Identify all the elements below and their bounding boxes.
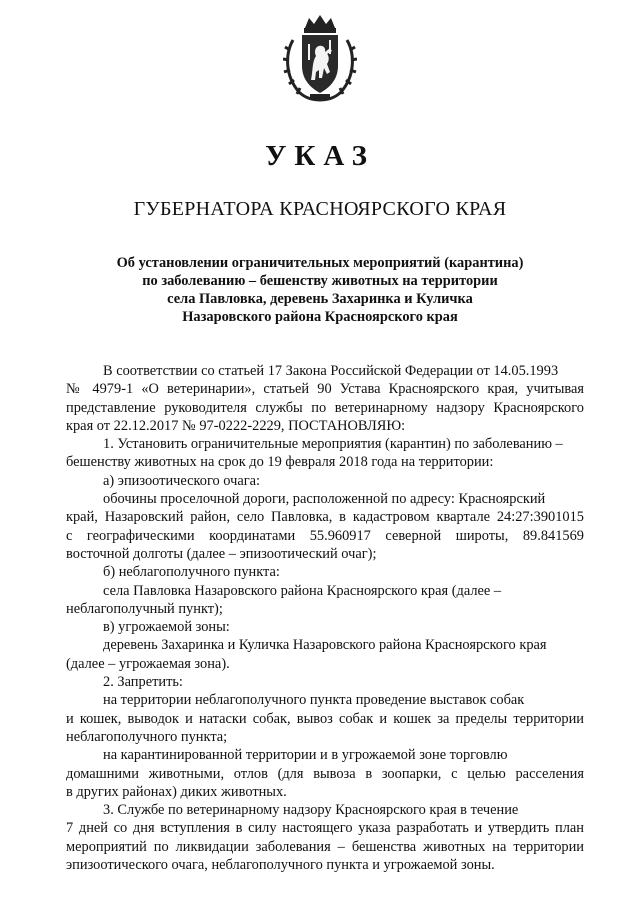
krasnoyarsk-coat-of-arms-icon [283,14,357,104]
body-line: 7 дней со дня вступления в силу настоящего указа разработать и утвердить план [66,820,584,837]
body-line: (далее – угрожаемая зона). [66,655,230,672]
body-line: 2. Запретить: [103,674,183,691]
body-line: а) эпизоотического очага: [103,472,261,489]
body-line: 3. Службе по ветеринарному надзору Красноярского края в течение [103,802,519,819]
title-line: Об установлении ограничительных мероприятий (карантина) [116,255,524,271]
body-line: 1. Установить ограничительные мероприятия (карантин) по заболеванию – [103,436,563,453]
body-line: на территории неблагополучного пункта проведение выставок собак [103,692,525,709]
body-line: мероприятий по ликвидации заболевания – бешенства животных на территории [66,838,584,855]
body-line: обочины проселочной дороги, расположенной по адресу: Красноярский [103,491,546,508]
body-line: б) неблагополучного пункта: [103,564,280,581]
body-line: восточной долготы (далее – эпизоотический очаг); [66,545,377,562]
body-line: неблагополучный пункт); [66,600,223,617]
body-line: и кошек, выводок и натаски собак, вывоз собак и кошек за пределы территории [66,710,584,727]
body-line: в) угрожаемой зоны: [103,619,230,636]
body-line: домашними животными, отлов (для вывоза в зоопарки, с целью расселения [66,765,584,782]
document-type-heading: УКАЗ [265,140,375,172]
body-line: бешенству животных на срок до 19 февраля 2018 года на территории: [66,454,494,471]
decree-title [90,254,550,326]
body-line: села Павловка Назаровского района Красноярского края (далее – [103,582,502,599]
issuer-heading: ГУБЕРНАТОРА КРАСНОЯРСКОГО КРАЯ [133,198,507,220]
body-line: неблагополучного пункта; [66,728,228,745]
title-line: Назаровского района Красноярского края [182,309,458,325]
body-line: с географическими координатами 55.960917 северной широты, 89.841569 [66,527,584,544]
body-line: в других районах) диких животных. [66,783,287,800]
body-line: представление руководителя службы по ветеринарному надзору Красноярского [66,399,584,416]
body-line: № 4979-1 «О ветеринарии», статьей 90 Устава Красноярского края, учитывая [66,381,584,398]
body-line: В соответствии со статьей 17 Закона Российской Федерации от 14.05.1993 [103,363,559,379]
body-line: край, Назаровский район, село Павловка, в кадастровом квартале 24:27:3901015 [66,509,584,526]
title-line: по заболеванию – бешенству животных на территории [142,273,498,289]
decree-body [66,362,584,874]
body-line: на карантинированной территории и в угрожаемой зоне торговлю [103,747,508,764]
body-line: эпизоотического очага, неблагополучного пункта и угрожаемой зоны. [66,857,495,874]
body-line: края от 22.12.2017 № 97-0222-2229, ПОСТАНОВЛЯЮ: [66,417,406,434]
body-line: деревень Захаринка и Куличка Назаровского района Красноярского края [103,637,547,654]
title-line: села Павловка, деревень Захаринка и Куличка [167,291,473,307]
